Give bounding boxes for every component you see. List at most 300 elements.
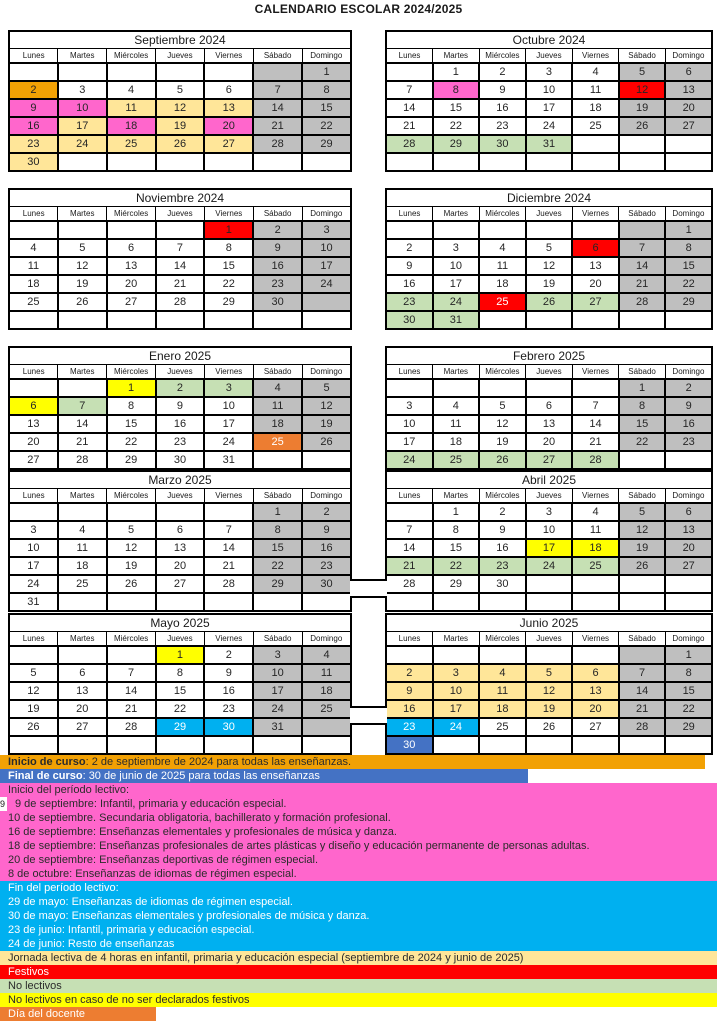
- day-cell: 7: [204, 521, 253, 539]
- day-cell: 28: [619, 718, 666, 736]
- day-cell: 14: [253, 99, 302, 117]
- empty-day-cell: [386, 221, 433, 239]
- day-cell: 28: [253, 135, 302, 153]
- day-cell: 18: [572, 539, 619, 557]
- empty-day-cell: [619, 646, 666, 664]
- month-table: [8, 470, 352, 612]
- calendar-junio-2025: [385, 613, 713, 755]
- day-cell: 22: [107, 433, 156, 451]
- weekday-header: Sábado: [619, 365, 666, 380]
- weekday-header: Sábado: [619, 207, 666, 222]
- empty-day-cell: [58, 379, 107, 397]
- empty-day-cell: [9, 63, 58, 81]
- legend: [0, 755, 717, 1021]
- day-cell: 23: [302, 557, 351, 575]
- day-cell: 18: [572, 99, 619, 117]
- day-cell: 26: [619, 117, 666, 135]
- day-cell: 6: [107, 239, 156, 257]
- day-cell: 5: [302, 379, 351, 397]
- legend-item: 20 de septiembre: Enseñanzas deportivas de régimen especial.: [0, 853, 717, 867]
- weekday-header: Domingo: [665, 632, 712, 647]
- month-table: [8, 346, 352, 470]
- weekday-header: Sábado: [619, 49, 666, 64]
- weekday-header: Sábado: [619, 489, 666, 504]
- day-cell: 30: [204, 718, 253, 736]
- weekday-header: Martes: [58, 489, 107, 504]
- day-cell: 19: [526, 700, 573, 718]
- day-cell: 15: [156, 682, 205, 700]
- day-cell: 9: [9, 99, 58, 117]
- day-cell: 15: [107, 415, 156, 433]
- day-cell: 12: [526, 682, 573, 700]
- day-cell: 11: [58, 539, 107, 557]
- day-cell: 30: [386, 311, 433, 329]
- day-cell: 27: [665, 117, 712, 135]
- day-cell: 27: [156, 575, 205, 593]
- month-table: [385, 346, 713, 470]
- day-cell: 21: [253, 117, 302, 135]
- weekday-header: Lunes: [386, 489, 433, 504]
- day-cell: 28: [204, 575, 253, 593]
- empty-day-cell: [572, 736, 619, 754]
- day-cell: 24: [433, 293, 480, 311]
- day-cell: 24: [302, 275, 351, 293]
- day-cell: 1: [107, 379, 156, 397]
- day-cell: 18: [9, 275, 58, 293]
- day-cell: 29: [204, 293, 253, 311]
- day-cell: 13: [58, 682, 107, 700]
- empty-day-cell: [156, 736, 205, 754]
- empty-day-cell: [58, 503, 107, 521]
- empty-day-cell: [526, 221, 573, 239]
- day-cell: 26: [479, 451, 526, 469]
- day-cell: 26: [302, 433, 351, 451]
- day-cell: 18: [58, 557, 107, 575]
- day-cell: 25: [107, 135, 156, 153]
- legend-item-label: Final de curso: [8, 770, 83, 782]
- day-cell: 10: [526, 521, 573, 539]
- weekday-header: Martes: [433, 489, 480, 504]
- legend-item: 23 de junio: Infantil, primaria y educación especial.: [0, 923, 717, 937]
- day-cell: 13: [204, 99, 253, 117]
- empty-day-cell: [479, 736, 526, 754]
- empty-day-cell: [156, 221, 205, 239]
- day-cell: 16: [156, 415, 205, 433]
- weekday-header: Miércoles: [479, 49, 526, 64]
- day-cell: 24: [253, 700, 302, 718]
- day-cell: 25: [479, 293, 526, 311]
- empty-day-cell: [107, 736, 156, 754]
- empty-day-cell: [9, 221, 58, 239]
- empty-day-cell: [619, 575, 666, 593]
- day-cell: 15: [204, 257, 253, 275]
- day-cell: 24: [58, 135, 107, 153]
- weekday-header: Miércoles: [479, 365, 526, 380]
- empty-day-cell: [572, 575, 619, 593]
- day-cell: 25: [572, 117, 619, 135]
- empty-day-cell: [619, 593, 666, 611]
- day-cell: 22: [156, 700, 205, 718]
- weekday-header: Lunes: [386, 207, 433, 222]
- empty-day-cell: [156, 63, 205, 81]
- weekday-header: Martes: [433, 632, 480, 647]
- weekday-header: Viernes: [204, 365, 253, 380]
- empty-day-cell: [572, 379, 619, 397]
- day-cell: 10: [9, 539, 58, 557]
- day-cell: 23: [479, 117, 526, 135]
- day-cell: 27: [526, 451, 573, 469]
- legend-item: 29 de mayo: Enseñanzas de idiomas de régimen especial.: [0, 895, 717, 909]
- weekday-header: Viernes: [572, 632, 619, 647]
- empty-day-cell: [433, 379, 480, 397]
- day-cell: 1: [619, 379, 666, 397]
- legend-item: Fin del período lectivo:: [0, 881, 717, 895]
- weekday-header: Martes: [58, 49, 107, 64]
- day-cell: 9: [302, 521, 351, 539]
- weekday-header: Martes: [58, 207, 107, 222]
- day-cell: 7: [619, 664, 666, 682]
- weekday-header: Lunes: [386, 365, 433, 380]
- day-cell: 12: [479, 415, 526, 433]
- empty-day-cell: [665, 135, 712, 153]
- empty-day-cell: [107, 593, 156, 611]
- day-cell: 19: [9, 700, 58, 718]
- day-cell: 2: [479, 63, 526, 81]
- day-cell: 25: [433, 451, 480, 469]
- day-cell: 3: [526, 503, 573, 521]
- day-cell: 27: [572, 718, 619, 736]
- weekday-header: Lunes: [386, 49, 433, 64]
- legend-item: 24 de junio: Resto de enseñanzas: [0, 937, 717, 951]
- day-cell: 22: [204, 275, 253, 293]
- month-title: Junio 2025: [386, 614, 712, 632]
- empty-day-cell: [204, 63, 253, 81]
- weekday-header: Viernes: [572, 49, 619, 64]
- weekday-header: Domingo: [665, 49, 712, 64]
- day-cell: 6: [156, 521, 205, 539]
- day-cell: 16: [479, 99, 526, 117]
- empty-day-cell: [572, 593, 619, 611]
- weekday-header: Viernes: [204, 489, 253, 504]
- day-cell: 16: [204, 682, 253, 700]
- day-cell: 9: [204, 664, 253, 682]
- weekday-header: Domingo: [302, 49, 351, 64]
- day-cell: 21: [386, 117, 433, 135]
- empty-day-cell: [665, 451, 712, 469]
- day-cell: 15: [619, 415, 666, 433]
- day-cell: 27: [107, 293, 156, 311]
- month-title: Abril 2025: [386, 471, 712, 489]
- weekday-header: Sábado: [253, 489, 302, 504]
- day-cell: 14: [572, 415, 619, 433]
- day-cell: 17: [433, 275, 480, 293]
- empty-day-cell: [253, 153, 302, 171]
- day-cell: 14: [386, 99, 433, 117]
- month-table: [8, 188, 352, 330]
- day-cell: 9: [479, 521, 526, 539]
- day-cell: 6: [58, 664, 107, 682]
- day-cell: 1: [253, 503, 302, 521]
- day-cell: 29: [665, 293, 712, 311]
- legend-item: Inicio del período lectivo:: [0, 783, 717, 797]
- day-cell: 28: [58, 451, 107, 469]
- month-table: [385, 188, 713, 330]
- day-cell: 25: [9, 293, 58, 311]
- day-cell: 22: [302, 117, 351, 135]
- empty-day-cell: [619, 311, 666, 329]
- empty-day-cell: [302, 451, 351, 469]
- day-cell: 3: [526, 63, 573, 81]
- empty-day-cell: [58, 221, 107, 239]
- empty-day-cell: [619, 736, 666, 754]
- empty-day-cell: [58, 63, 107, 81]
- day-cell: 23: [9, 135, 58, 153]
- day-cell: 26: [156, 135, 205, 153]
- weekday-header: Jueves: [156, 365, 205, 380]
- empty-day-cell: [107, 63, 156, 81]
- empty-day-cell: [302, 153, 351, 171]
- weekday-header: Lunes: [386, 632, 433, 647]
- weekday-header: Domingo: [302, 632, 351, 647]
- empty-day-cell: [204, 593, 253, 611]
- day-cell: 5: [9, 664, 58, 682]
- weekday-header: Miércoles: [479, 632, 526, 647]
- day-cell: 19: [107, 557, 156, 575]
- day-cell: 2: [156, 379, 205, 397]
- day-cell: 31: [433, 311, 480, 329]
- day-cell: 13: [526, 415, 573, 433]
- weekday-header: Jueves: [156, 489, 205, 504]
- weekday-header: Viernes: [204, 207, 253, 222]
- empty-day-cell: [386, 503, 433, 521]
- weekday-header: Domingo: [665, 489, 712, 504]
- day-cell: 17: [433, 700, 480, 718]
- day-cell: 14: [619, 682, 666, 700]
- day-cell: 7: [619, 239, 666, 257]
- month-title: Febrero 2025: [386, 347, 712, 365]
- day-cell: 30: [386, 736, 433, 754]
- day-cell: 28: [107, 718, 156, 736]
- day-cell: 1: [665, 221, 712, 239]
- day-cell: 2: [204, 646, 253, 664]
- day-cell: 2: [386, 664, 433, 682]
- month-title: Noviembre 2024: [9, 189, 351, 207]
- day-cell: 30: [9, 153, 58, 171]
- day-cell: 21: [204, 557, 253, 575]
- day-cell: 21: [619, 275, 666, 293]
- day-cell: 28: [386, 135, 433, 153]
- weekday-header: Jueves: [526, 489, 573, 504]
- empty-day-cell: [58, 593, 107, 611]
- day-cell: 8: [665, 664, 712, 682]
- weekday-header: Viernes: [572, 207, 619, 222]
- day-cell: 31: [526, 135, 573, 153]
- day-cell: 30: [479, 135, 526, 153]
- day-cell: 20: [204, 117, 253, 135]
- day-cell: 21: [386, 557, 433, 575]
- day-cell: 13: [665, 81, 712, 99]
- day-cell: 4: [572, 63, 619, 81]
- legend-item: No lectivos en caso de no ser declarados festivos: [0, 993, 717, 1007]
- day-cell: 6: [572, 239, 619, 257]
- legend-item: 30 de mayo: Enseñanzas elementales y profesionales de música y danza.: [0, 909, 717, 923]
- day-cell: 4: [433, 397, 480, 415]
- weekday-header: Jueves: [156, 207, 205, 222]
- empty-day-cell: [572, 221, 619, 239]
- weekday-header: Viernes: [204, 49, 253, 64]
- legend-item: 9 9 de septiembre: Infantil, primaria y educación especial.: [0, 797, 717, 811]
- day-cell: 8: [433, 81, 480, 99]
- day-cell: 25: [302, 700, 351, 718]
- weekday-header: Lunes: [9, 365, 58, 380]
- weekday-header: Jueves: [156, 632, 205, 647]
- day-cell: 11: [572, 521, 619, 539]
- day-cell: 20: [526, 433, 573, 451]
- day-cell: 28: [156, 293, 205, 311]
- day-cell: 17: [204, 415, 253, 433]
- month-table: [385, 30, 713, 172]
- empty-day-cell: [572, 311, 619, 329]
- empty-day-cell: [665, 575, 712, 593]
- empty-day-cell: [156, 311, 205, 329]
- day-cell: 23: [204, 700, 253, 718]
- empty-day-cell: [9, 379, 58, 397]
- month-table: [8, 30, 352, 172]
- day-cell: 16: [479, 539, 526, 557]
- month-table: [8, 613, 352, 755]
- weekday-header: Jueves: [156, 49, 205, 64]
- day-cell: 20: [9, 433, 58, 451]
- weekday-header: Miércoles: [107, 365, 156, 380]
- weekday-header: Sábado: [619, 632, 666, 647]
- empty-day-cell: [665, 593, 712, 611]
- day-cell: 8: [302, 81, 351, 99]
- empty-day-cell: [302, 311, 351, 329]
- day-cell: 30: [253, 293, 302, 311]
- day-cell: 19: [479, 433, 526, 451]
- day-cell: 6: [665, 63, 712, 81]
- day-cell: 7: [156, 239, 205, 257]
- day-cell: 21: [619, 700, 666, 718]
- day-cell: 18: [302, 682, 351, 700]
- empty-day-cell: [526, 153, 573, 171]
- day-cell: 11: [479, 257, 526, 275]
- weekday-header: Sábado: [253, 207, 302, 222]
- day-cell: 12: [302, 397, 351, 415]
- day-cell: 12: [156, 99, 205, 117]
- day-cell: 28: [619, 293, 666, 311]
- day-cell: 21: [572, 433, 619, 451]
- day-cell: 20: [572, 275, 619, 293]
- empty-day-cell: [526, 311, 573, 329]
- month-table: [385, 470, 713, 612]
- day-cell: 2: [665, 379, 712, 397]
- empty-day-cell: [386, 646, 433, 664]
- empty-day-cell: [107, 646, 156, 664]
- calendar-febrero-2025: [385, 346, 713, 470]
- day-cell: 10: [433, 257, 480, 275]
- weekday-header: Lunes: [9, 49, 58, 64]
- day-cell: 14: [386, 539, 433, 557]
- day-cell: 15: [253, 539, 302, 557]
- calendar-marzo-2025: [8, 470, 352, 612]
- weekday-header: Lunes: [9, 207, 58, 222]
- day-cell: 23: [156, 433, 205, 451]
- day-cell: 15: [433, 539, 480, 557]
- weekday-header: Viernes: [572, 489, 619, 504]
- table-connector-cell: [350, 579, 387, 598]
- weekday-header: Sábado: [253, 365, 302, 380]
- empty-day-cell: [156, 593, 205, 611]
- day-cell: 28: [572, 451, 619, 469]
- day-cell: 3: [302, 221, 351, 239]
- day-cell: 20: [58, 700, 107, 718]
- day-cell: 9: [386, 682, 433, 700]
- day-cell: 31: [253, 718, 302, 736]
- day-cell: 16: [302, 539, 351, 557]
- day-cell: 27: [665, 557, 712, 575]
- day-cell: 8: [156, 664, 205, 682]
- day-cell: 2: [386, 239, 433, 257]
- empty-day-cell: [526, 646, 573, 664]
- day-cell: 16: [665, 415, 712, 433]
- day-cell: 24: [386, 451, 433, 469]
- day-cell: 15: [665, 257, 712, 275]
- empty-day-cell: [572, 135, 619, 153]
- day-cell: 26: [619, 557, 666, 575]
- day-cell: 20: [156, 557, 205, 575]
- day-cell: 25: [572, 557, 619, 575]
- day-cell: 14: [204, 539, 253, 557]
- day-cell: 31: [204, 451, 253, 469]
- calendar-septiembre-2024: [8, 30, 352, 172]
- empty-day-cell: [433, 221, 480, 239]
- empty-day-cell: [619, 451, 666, 469]
- day-cell: 8: [433, 521, 480, 539]
- weekday-header: Jueves: [526, 365, 573, 380]
- empty-day-cell: [665, 153, 712, 171]
- legend-item: Jornada lectiva de 4 horas en infantil, primaria y educación especial (septiembre de 2024 y junio de 2025): [0, 951, 717, 965]
- empty-day-cell: [665, 311, 712, 329]
- day-cell: 3: [9, 521, 58, 539]
- weekday-header: Miércoles: [107, 489, 156, 504]
- day-cell: 19: [58, 275, 107, 293]
- empty-day-cell: [156, 153, 205, 171]
- legend-item: Inicio de curso: 2 de septiembre de 2024 para todas las enseñanzas.: [0, 755, 717, 769]
- day-cell: 3: [433, 239, 480, 257]
- day-cell: 4: [253, 379, 302, 397]
- legend-margin-note: 9: [0, 799, 6, 809]
- day-cell: 20: [665, 99, 712, 117]
- day-cell: 20: [107, 275, 156, 293]
- day-cell: 27: [204, 135, 253, 153]
- day-cell: 17: [253, 682, 302, 700]
- empty-day-cell: [204, 736, 253, 754]
- calendar-diciembre-2024: [385, 188, 713, 330]
- empty-day-cell: [433, 646, 480, 664]
- day-cell: 4: [107, 81, 156, 99]
- day-cell: 1: [302, 63, 351, 81]
- day-cell: 19: [619, 99, 666, 117]
- day-cell: 10: [58, 99, 107, 117]
- day-cell: 28: [386, 575, 433, 593]
- day-cell: 20: [572, 700, 619, 718]
- day-cell: 15: [302, 99, 351, 117]
- day-cell: 9: [665, 397, 712, 415]
- day-cell: 9: [386, 257, 433, 275]
- weekday-header: Jueves: [526, 49, 573, 64]
- day-cell: 24: [433, 718, 480, 736]
